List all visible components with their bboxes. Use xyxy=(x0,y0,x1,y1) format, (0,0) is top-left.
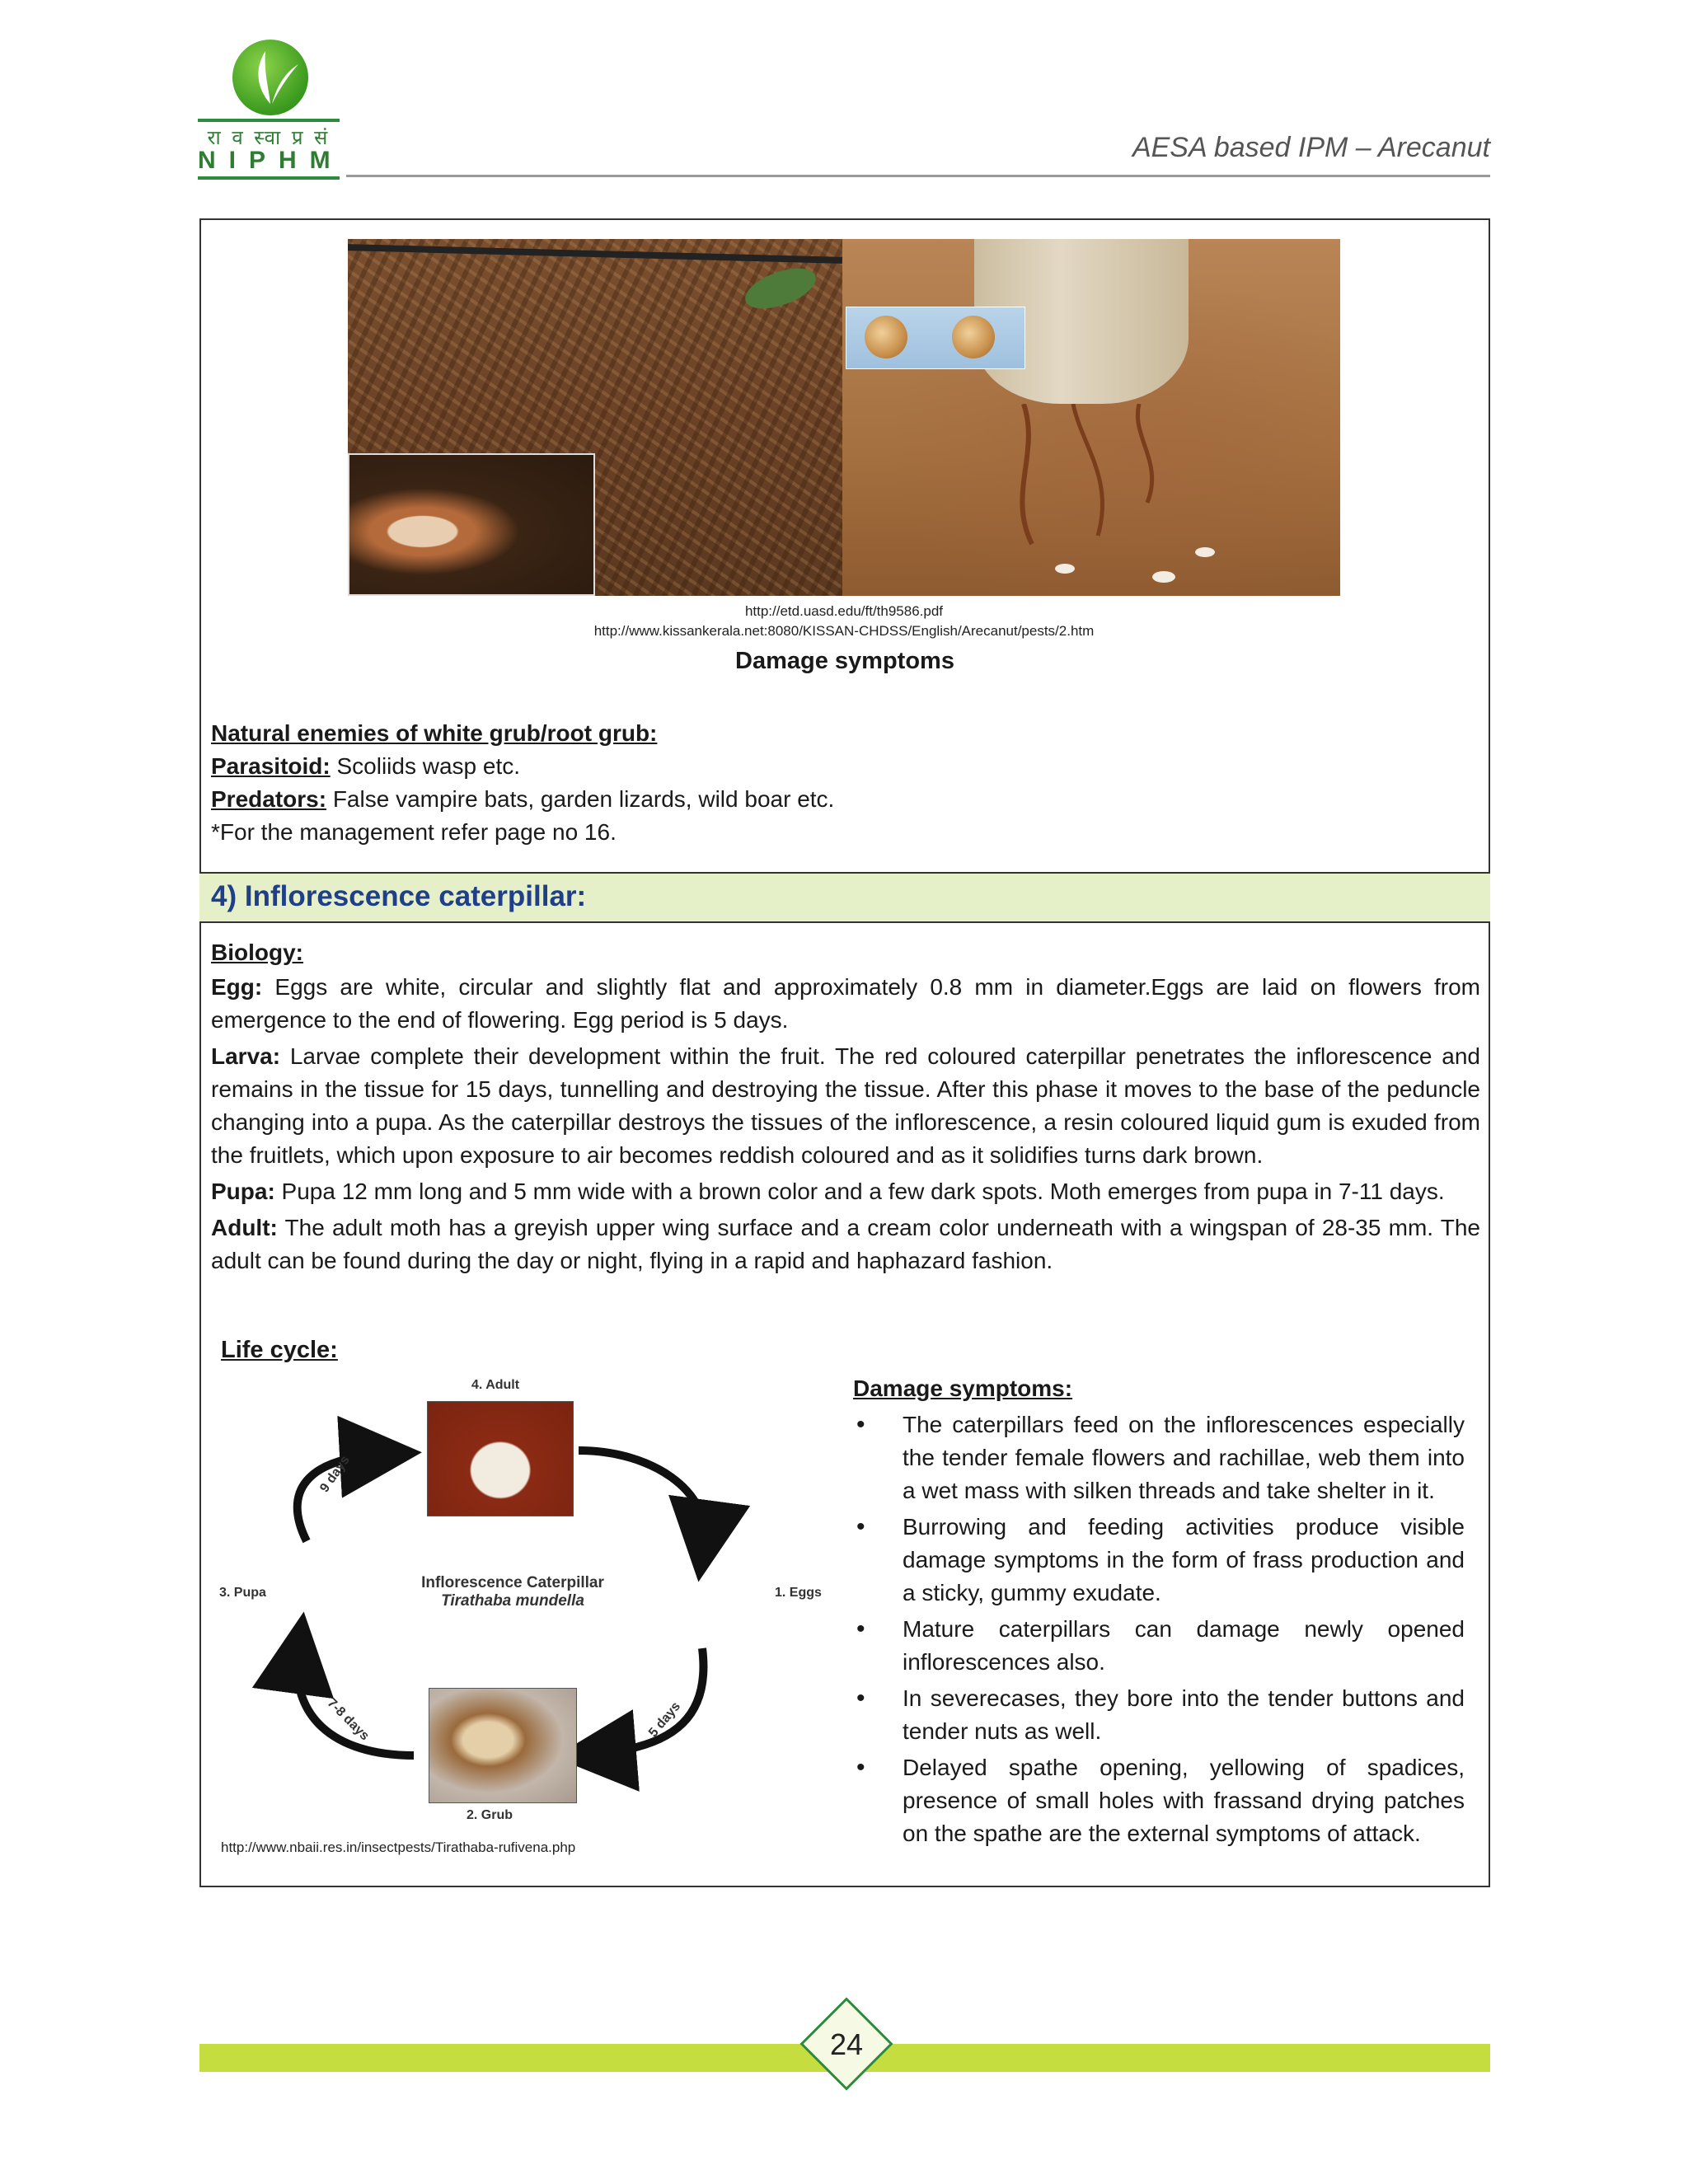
pupa-text: Pupa 12 mm long and 5 mm wide with a brown color and a few dark spots. Moth emerges from pupa in 7-11 days. xyxy=(274,1179,1445,1204)
larva-text: Larvae complete their development within the fruit. The red coloured caterpillar penetrates the inflorescence and remains in the tissue for 15 days, tunnelling and destroying the tissue. After this phase it moves to the base of the peduncle changing into a pupa. As the caterpillar destroys the tissues of the inflorescence, a resin coloured liquid gum is exuded from the fruitlets, which upon exposure to air becomes reddish coloured and as it solidifies turns dark brown. xyxy=(211,1043,1480,1168)
biology-block xyxy=(211,936,1480,1277)
biology-heading: Biology: xyxy=(211,940,303,965)
adult-label: Adult: xyxy=(211,1215,278,1240)
header-title: AESA based IPM – Arecanut xyxy=(1132,132,1490,163)
list-item: • Delayed spathe opening, yellowing of spadices, presence of small holes with frassand drying patches on the spathe are the external symptoms of attack. xyxy=(853,1751,1465,1850)
adult-paragraph xyxy=(211,1212,1480,1277)
nut xyxy=(865,316,907,359)
stage-adult-label: 4. Adult xyxy=(471,1378,520,1392)
egg-paragraph xyxy=(211,971,1480,1037)
pupa-paragraph xyxy=(211,1175,1480,1208)
damage-list xyxy=(853,1408,1465,1850)
roots-drawing xyxy=(974,404,1221,593)
duration-9-days: 9 days xyxy=(317,1453,353,1495)
logo-rule-bottom xyxy=(198,176,340,180)
pupa-label: Pupa: xyxy=(211,1179,275,1204)
leaf xyxy=(740,260,821,316)
stage-grub-label: 2. Grub xyxy=(467,1808,513,1822)
center-scientific-name: Tirathaba mundella xyxy=(441,1592,584,1610)
egg-label: Egg: xyxy=(211,974,263,1000)
management-note: *For the management refer page no 16. xyxy=(211,819,617,845)
life-cycle-diagram xyxy=(216,1368,826,1838)
figure-caption: Damage symptoms xyxy=(735,648,954,674)
white-grub-soil-photo xyxy=(348,239,842,596)
logo-hindi-text: रा व स्वा प्र सं xyxy=(207,126,331,149)
section-bar xyxy=(199,872,1490,923)
adult-moth-photo xyxy=(427,1401,574,1516)
natural-enemies-block xyxy=(211,717,1480,849)
leaf-logo-icon xyxy=(232,40,308,115)
center-name: Inflorescence Caterpillar xyxy=(421,1574,604,1591)
hose xyxy=(348,244,842,264)
stage-eggs-label: 1. Eggs xyxy=(775,1586,822,1600)
stage-pupa-label: 3. Pupa xyxy=(219,1586,266,1600)
list-item: • In severecases, they bore into the tender buttons and tender nuts as well. xyxy=(853,1682,1465,1748)
predators-line xyxy=(211,783,1480,816)
nut xyxy=(952,316,995,359)
parasitoid-label: Parasitoid: xyxy=(211,753,331,779)
egg-text: Eggs are white, circular and slightly flat and approximately 0.8 mm in diameter.Eggs are laid on flowers from emergence to the end of flowering. Egg period is 5 days. xyxy=(211,974,1480,1033)
list-item: • Mature caterpillars can damage newly opened inflorescences also. xyxy=(853,1613,1465,1679)
section-title: 4) Inflorescence caterpillar: xyxy=(211,880,587,912)
life-cycle-center xyxy=(381,1574,645,1610)
parasitoid-line xyxy=(211,750,1480,783)
duration-5-days: 5 days xyxy=(646,1699,684,1741)
damage-photos xyxy=(348,239,1340,596)
niphm-logo xyxy=(198,40,344,180)
grub-photo xyxy=(429,1688,577,1803)
grub-inset-photo xyxy=(348,453,595,596)
nuts-inset-photo xyxy=(846,307,1025,369)
page-number: 24 xyxy=(829,2027,864,2061)
damage-heading: Damage symptoms: xyxy=(853,1376,1073,1401)
larva-label: Larva: xyxy=(211,1043,281,1069)
predators-label: Predators: xyxy=(211,786,327,812)
life-cycle-source[interactable]: http://www.nbaii.res.in/insectpests/Tirathaba-rufivena.php xyxy=(221,1840,576,1855)
larva-paragraph xyxy=(211,1040,1480,1172)
list-item: • The caterpillars feed on the inflorescences especially the tender female flowers and rachillae, web them into a wet mass with silken threads and take shelter in it. xyxy=(853,1408,1465,1507)
damage-symptoms-block xyxy=(853,1372,1465,1854)
list-item: • Burrowing and feeding activities produce visible damage symptoms in the form of frass production and a sticky, gummy exudate. xyxy=(853,1511,1465,1610)
figure-source-1[interactable]: http://etd.uasd.edu/ft/th9586.pdf xyxy=(744,603,944,619)
root-damage-photo xyxy=(842,239,1340,596)
predators-text: False vampire bats, garden lizards, wild boar etc. xyxy=(326,786,835,812)
logo-rule-top xyxy=(198,119,340,122)
adult-text: The adult moth has a greyish upper wing surface and a cream color underneath with a wingspan of 28-35 mm. The adult can be found during the day or night, flying in a rapid and haphazard fashion. xyxy=(211,1215,1480,1273)
duration-7-8-days: 7-8 days xyxy=(324,1695,373,1744)
figure-source-2[interactable]: http://www.kissankerala.net:8080/KISSAN-CHDSS/English/Arecanut/pests/2.htm xyxy=(593,623,1095,639)
natural-enemies-heading: Natural enemies of white grub/root grub: xyxy=(211,720,658,746)
parasitoid-text: Scoliids wasp etc. xyxy=(330,753,521,779)
life-cycle-heading: Life cycle: xyxy=(221,1337,338,1363)
header-rule xyxy=(346,175,1490,177)
logo-text: NIPHM xyxy=(198,147,344,174)
